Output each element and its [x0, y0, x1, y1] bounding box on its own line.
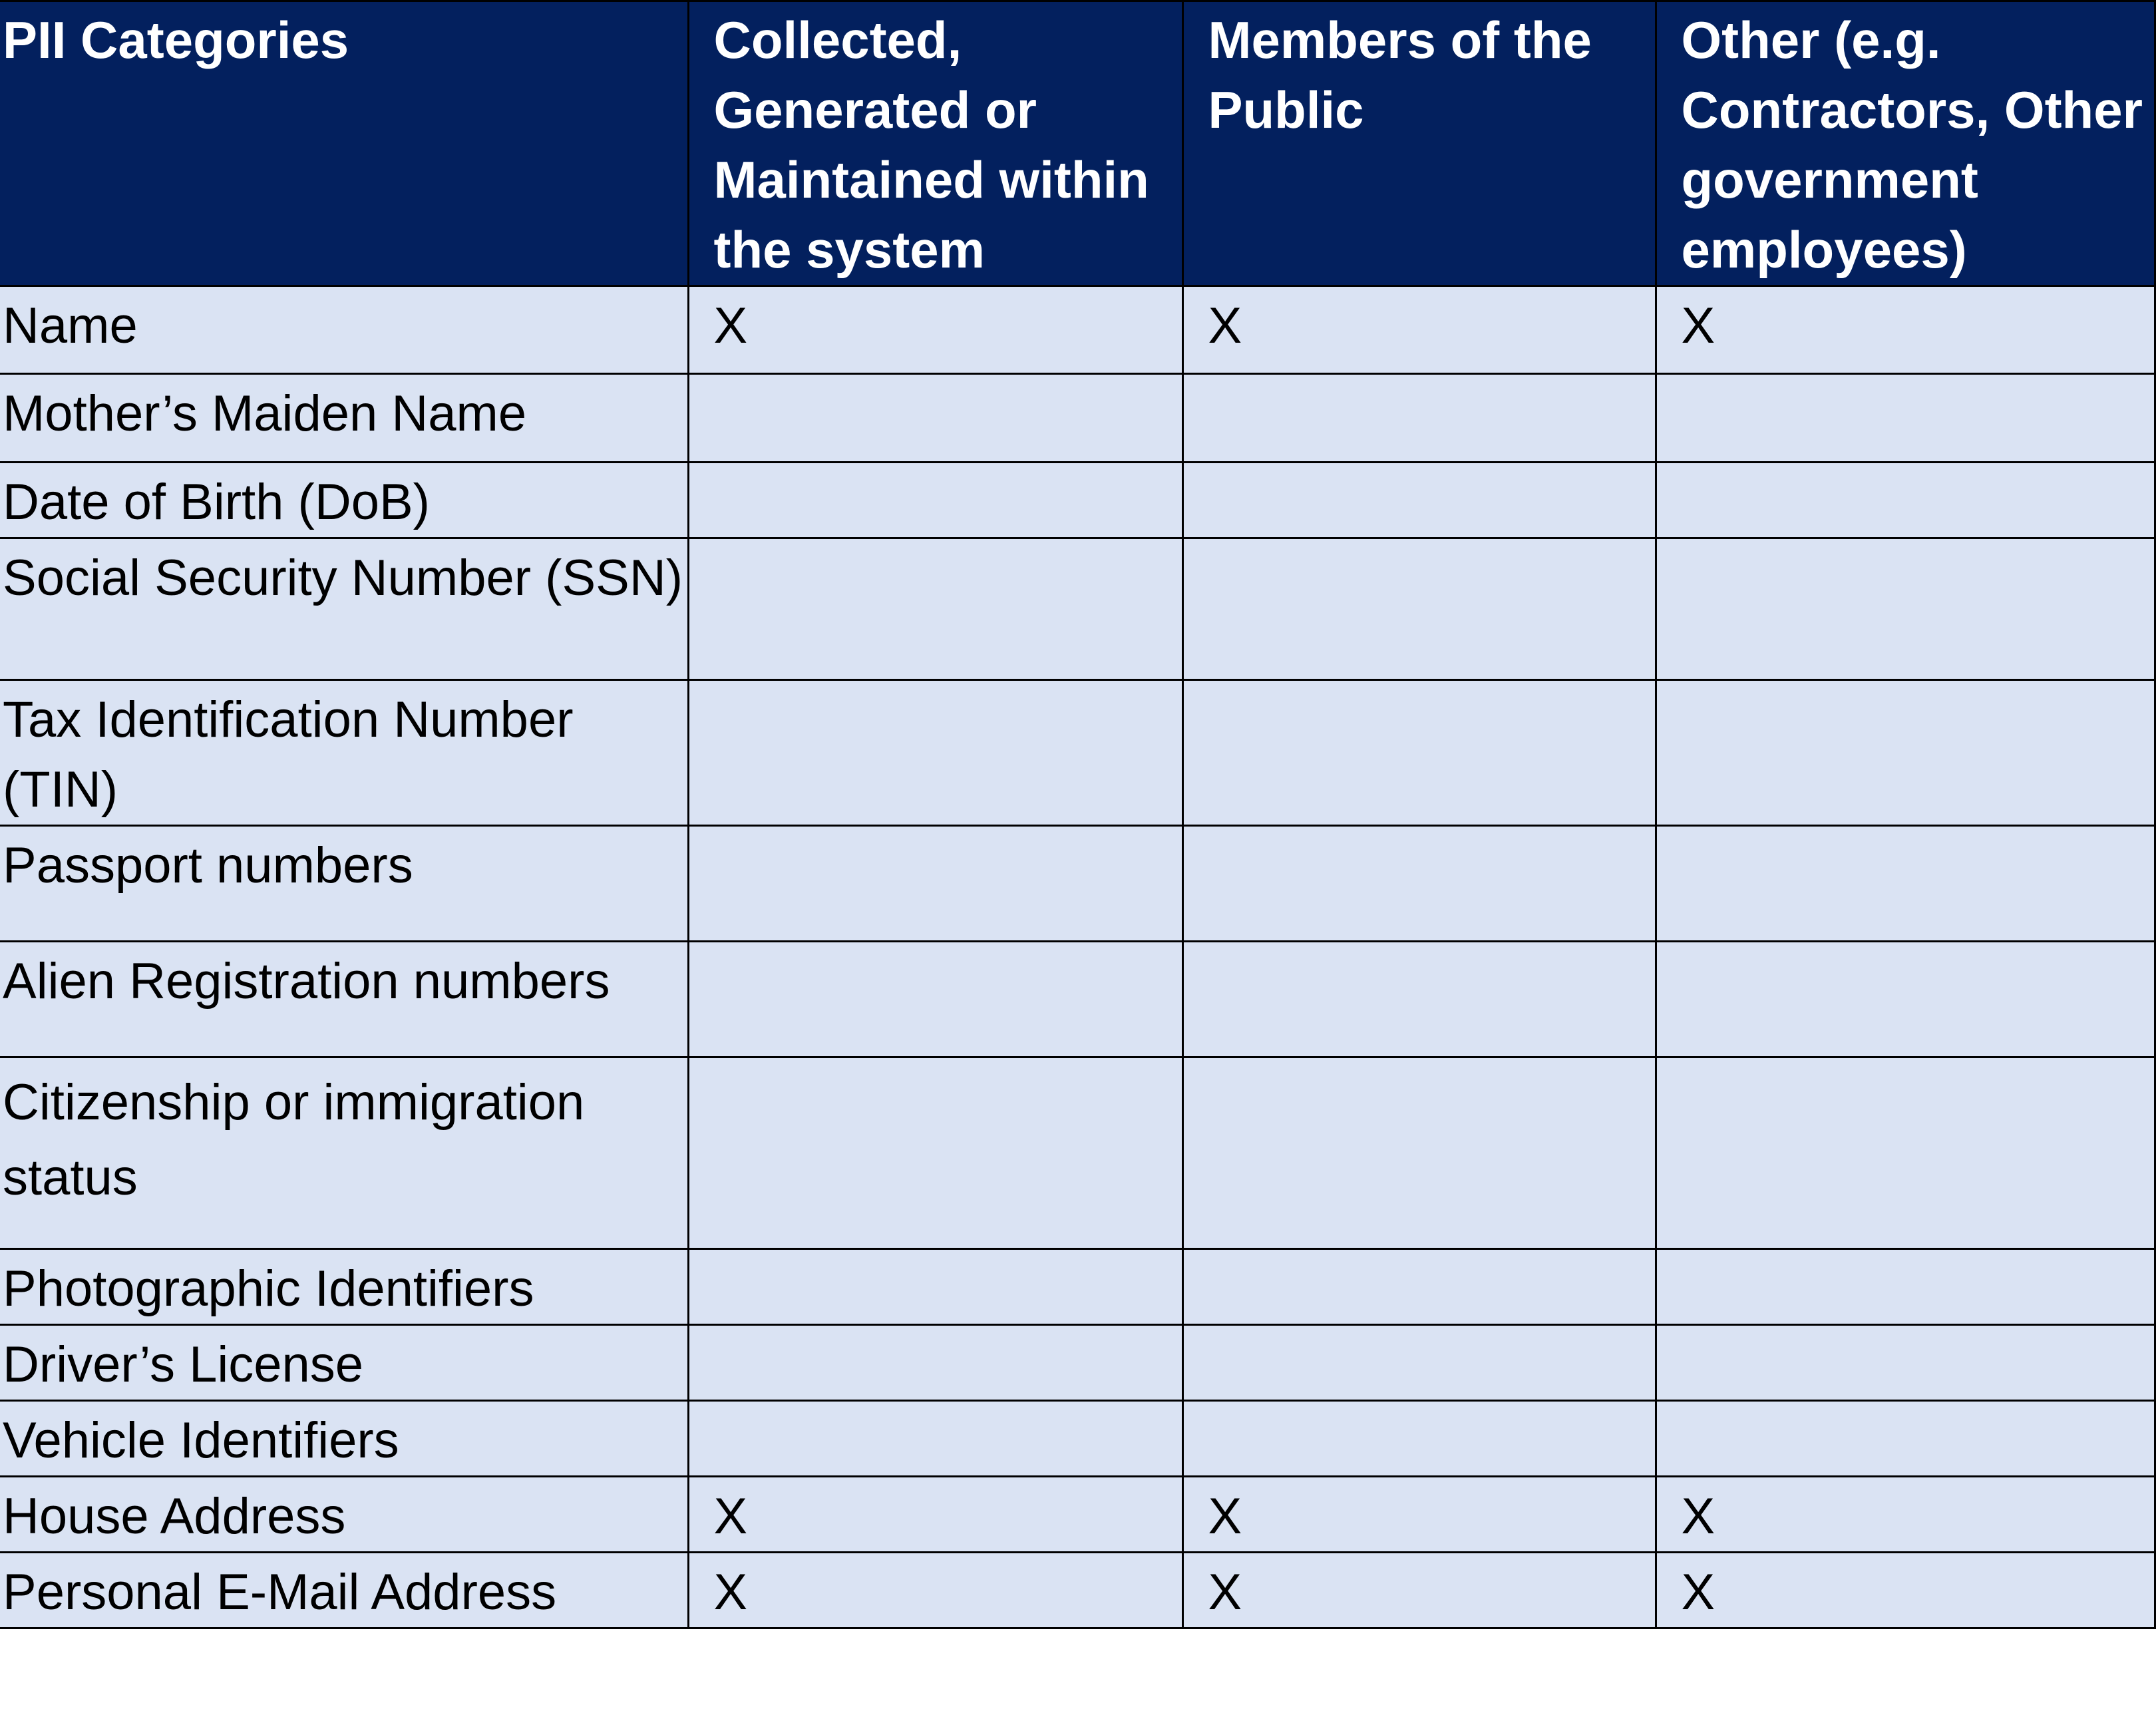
cell-other — [1656, 1057, 2155, 1249]
cell-other: X — [1656, 1553, 2155, 1628]
row-category: Social Security Number (SSN) — [0, 538, 688, 680]
cell-collected — [688, 1057, 1182, 1249]
cell-public — [1182, 1057, 1656, 1249]
cell-public — [1182, 538, 1656, 680]
cell-other — [1656, 538, 2155, 680]
row-category: Vehicle Identifiers — [0, 1401, 688, 1477]
table-row — [0, 1477, 2155, 1553]
row-category: Alien Registration numbers — [0, 942, 688, 1057]
cell-other — [1656, 1249, 2155, 1325]
cell-other — [1656, 826, 2155, 942]
cell-other — [1656, 1401, 2155, 1477]
cell-collected — [688, 1249, 1182, 1325]
table-row — [0, 538, 2155, 680]
cell-collected: X — [688, 286, 1182, 374]
row-category: Name — [0, 286, 688, 374]
cell-public — [1182, 1325, 1656, 1401]
cell-other: X — [1656, 286, 2155, 374]
row-category: Photographic Identifiers — [0, 1249, 688, 1325]
cell-collected — [688, 826, 1182, 942]
cell-collected — [688, 374, 1182, 463]
header-other: Other (e.g. Contractors, Other government employees) — [1656, 1, 2155, 286]
cell-collected — [688, 680, 1182, 826]
cell-collected: X — [688, 1477, 1182, 1553]
cell-other: X — [1656, 1477, 2155, 1553]
cell-public: X — [1182, 1553, 1656, 1628]
cell-public — [1182, 463, 1656, 538]
cell-collected — [688, 942, 1182, 1057]
table-row — [0, 286, 2155, 374]
cell-public — [1182, 1249, 1656, 1325]
cell-other — [1656, 942, 2155, 1057]
table-row — [0, 1057, 2155, 1249]
cell-other — [1656, 1325, 2155, 1401]
table-row — [0, 1401, 2155, 1477]
table-row — [0, 1553, 2155, 1628]
cell-public: X — [1182, 1477, 1656, 1553]
header-row — [0, 1, 2155, 286]
table-row — [0, 942, 2155, 1057]
row-category: Personal E-Mail Address — [0, 1553, 688, 1628]
table-row — [0, 1325, 2155, 1401]
cell-collected — [688, 1325, 1182, 1401]
cell-public — [1182, 826, 1656, 942]
cell-public — [1182, 680, 1656, 826]
header-members-of-the-public: Members of the Public — [1182, 1, 1656, 286]
cell-public — [1182, 942, 1656, 1057]
cell-other — [1656, 463, 2155, 538]
cell-public — [1182, 1401, 1656, 1477]
row-category: House Address — [0, 1477, 688, 1553]
table-row — [0, 463, 2155, 538]
row-category: Mother’s Maiden Name — [0, 374, 688, 463]
table-row — [0, 1249, 2155, 1325]
cell-collected — [688, 1401, 1182, 1477]
cell-public: X — [1182, 286, 1656, 374]
row-category: Tax Identification Number (TIN) — [0, 680, 688, 826]
table-body — [0, 286, 2155, 1628]
table-row — [0, 826, 2155, 942]
header-collected-generated-maintained: Collected, Generated or Maintained within the system — [688, 1, 1182, 286]
table-header — [0, 1, 2155, 286]
row-category: Passport numbers — [0, 826, 688, 942]
header-pii-categories: PII Categories — [0, 1, 688, 286]
table-row — [0, 374, 2155, 463]
table-row — [0, 680, 2155, 826]
row-category: Date of Birth (DoB) — [0, 463, 688, 538]
cell-other — [1656, 680, 2155, 826]
row-category: Citizenship or immigration status — [0, 1057, 688, 1249]
cell-collected: X — [688, 1553, 1182, 1628]
row-category: Driver’s License — [0, 1325, 688, 1401]
cell-collected — [688, 538, 1182, 680]
cell-public — [1182, 374, 1656, 463]
cell-other — [1656, 374, 2155, 463]
cell-collected — [688, 463, 1182, 538]
